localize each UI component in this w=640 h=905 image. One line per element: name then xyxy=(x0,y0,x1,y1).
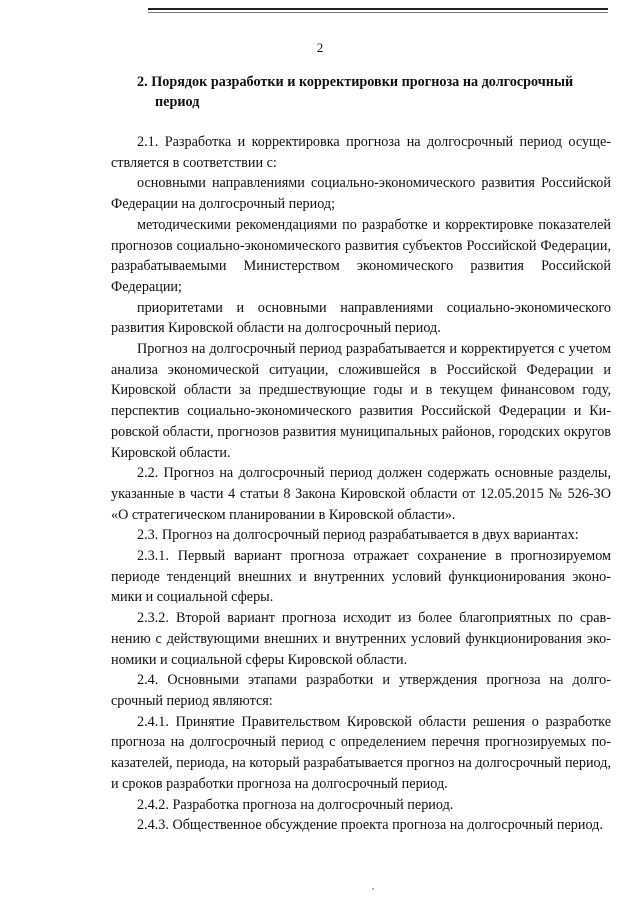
page-number: 2 xyxy=(316,40,324,55)
document-body xyxy=(111,72,611,836)
section-heading xyxy=(111,72,611,112)
paragraph-forecast-analysis: Прогноз на долгосрочный период разрабатывается и корректируется с учетом анализа экономической ситуации, сложившейся в Российской Федерации и Кировской области за предшествующие годы и в текущем финансовом году, перспектив социально-экономического развития Российской Федерации и Кировской области, прогнозов развития муниципальных районов, городских округов Кировской области. xyxy=(111,341,611,461)
paragraph-2-2: 2.2. Прогноз на долгосрочный период должен содержать основные разделы, указанные в части 4 статьи 8 Закона Кировской области от 12.05.2015 № 526-ЗО «О стратегическом планировании в Кировской области». xyxy=(111,465,611,523)
top-rule-thin xyxy=(148,12,608,13)
paragraph-2-4: 2.4. Основными этапами разработки и утверждения прогноза на долгосрочный период являются: xyxy=(111,672,611,709)
paragraph-2-3-1: 2.3.1. Первый вариант прогноза отражает сохранение в прогнозируемом периоде тенденций внешних и внутренних условий функционирования экономики и социальной сферы. xyxy=(111,548,611,606)
paragraph-2-4-3: 2.4.3. Общественное обсуждение проекта прогноза на долгосрочный период. xyxy=(137,817,603,834)
top-rule xyxy=(148,8,608,10)
section-heading-line-2: период xyxy=(155,94,200,110)
paragraph-2-3-2: 2.3.2. Второй вариант прогноза исходит из более благоприятных по сравнению с действующими внешних и внутренних условий функционирования экономики и социальной сферы Кировской области. xyxy=(111,610,611,668)
paragraph-methodological-recommendations: методическими рекомендациями по разработке и корректировке показателей прогнозов социально-экономического развития субъектов Российской Федерации, разрабатываемыми Министерством экономического развития Российской Федерации; xyxy=(111,216,611,295)
paragraph-2-1: 2.1. Разработка и корректировка прогноза на долгосрочный период осуществляется в соответствии с: xyxy=(111,134,611,171)
scan-artifact-dot xyxy=(372,888,374,890)
paragraph-priorities: приоритетами и основными направлениями социально-экономического развития Кировской области на долгосрочный период. xyxy=(111,299,611,337)
paragraph-2-4-1: 2.4.1. Принятие Правительством Кировской области решения о разработке прогноза на долгосрочный период с определением перечня прогнозируемых показателей, периода, на который разрабатывается прогноз на долгосрочный период, и сроков разработки прогноза на долгосрочный период. xyxy=(111,713,611,792)
paragraph-2-3: 2.3. Прогноз на долгосрочный период разрабатывается в двух вариантах: xyxy=(137,527,579,544)
section-heading-line-1: 2. Порядок разработки и корректировки прогноза на долгосрочный xyxy=(137,74,574,90)
paragraph-2-4-2: 2.4.2. Разработка прогноза на долгосрочный период. xyxy=(137,796,454,813)
paragraph-basic-directions: основными направлениями социально-экономического развития Российской Федерации на долгосрочный период; xyxy=(111,175,611,213)
